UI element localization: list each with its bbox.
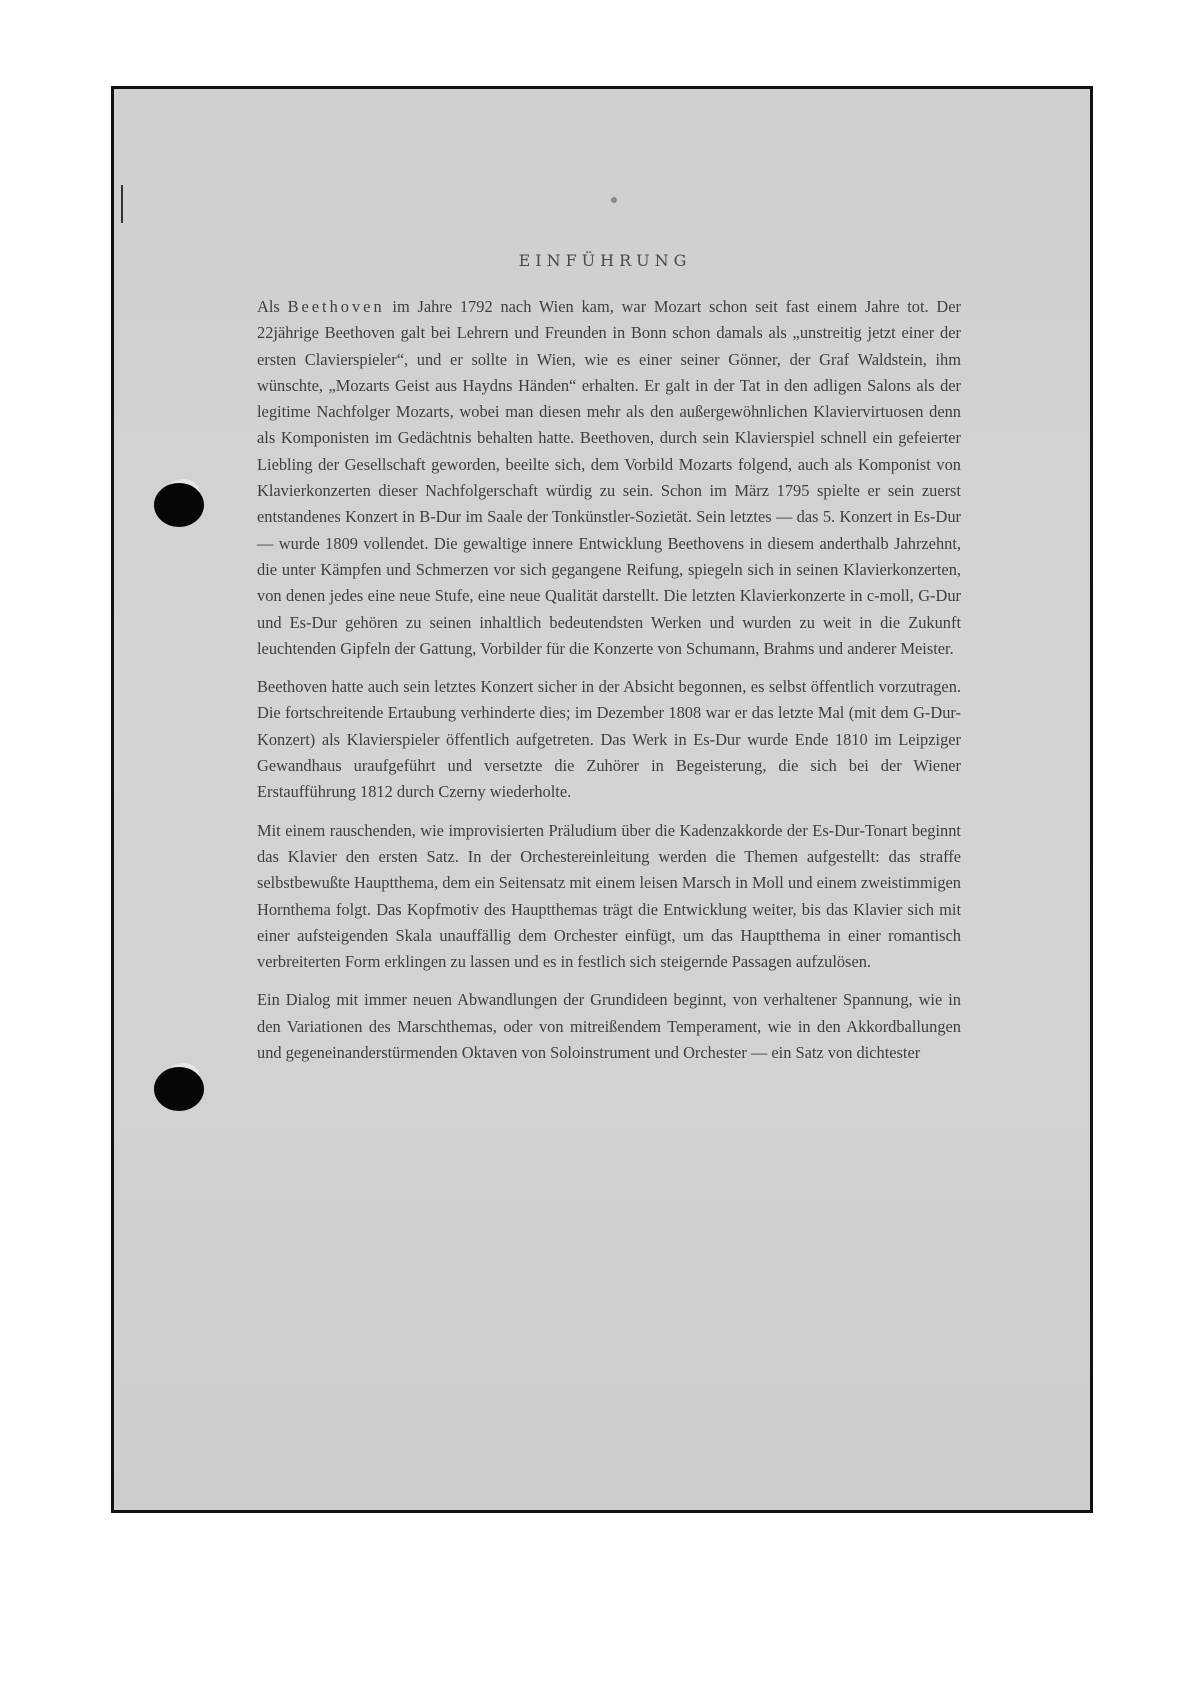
- edge-mark: [121, 185, 123, 223]
- paragraph-2: Beethoven hatte auch sein letztes Konzert sicher in der Absicht begonnen, es selbst öffentlich vorzutragen. Die fortschreitende Ertaubung verhinderte dies; im Dezember 1808 war er das letzte Mal (mit dem G-Dur-Konzert) als Klavierspieler öffentlich aufgetreten. Das Werk in Es-Dur wurde Ende 1810 im Leipziger Gewandhaus uraufgeführt und versetzte die Zuhörer in Begeisterung, die sich bei der Wiener Erstaufführung 1812 durch Czerny wiederholte.: [257, 677, 961, 802]
- paragraph-4: Ein Dialog mit immer neuen Abwandlungen der Grundideen beginnt, von verhaltener Spannung, wie in den Variationen des Marschthemas, oder von mitreißendem Temperament, wie in den Akkordballungen und gegeneinanderstürmenden Oktaven von Soloinstrument und Orchester — ein Satz von dichtester: [257, 990, 961, 1063]
- body-text: [257, 294, 961, 1078]
- scanned-page: [111, 86, 1093, 1513]
- paragraph-1-text: im Jahre 1792 nach Wien kam, war Mozart schon seit fast einem Jahre tot. Der 22jährige Beethoven galt bei Lehrern und Freunden in Bonn schon damals als „unstreitig jetzt einer der ersten Clavierspieler“, und er sollte in Wien, wie es einer seiner Gönner, der Graf Waldstein, ihm wünschte, „Mozarts Geist aus Haydns Händen“ erhalten. Er galt in der Tat in den adligen Salons als der legitime Nachfolger Mozarts, wobei man diesen mehr als den außergewöhnlichen Klaviervirtuosen denn als Komponisten im Gedächtnis behalten hatte. Beethoven, durch sein Klavierspiel schnell ein gefeierter Liebling der Gesellschaft geworden, beeilte sich, dem Vorbild Mozarts folgend, auch als Komponist von Klavierkonzerten dieser Nachfolgerschaft würdig zu sein. Schon im März 1795 spielte er sein zuerst entstandenes Konzert in B-Dur im Saale der Tonkünstler-Sozietät. Sein letztes — das 5. Konzert in Es-Dur — wurde 1809 vollendet. Die gewaltige innere Entwicklung Beethovens in diesem anderthalb Jahrzehnt, die unter Kämpfen und Schmerzen vor sich gegangene Reifung, spiegeln sich in seinen Klavierkonzerten, von denen jedes eine neue Stufe, eine neue Qualität darstellt. Die letzten Klavierkonzerte in c-moll, G-Dur und Es-Dur gehören zu seinen inhaltlich bedeutendsten Werken und wurden zu weit in die Zukunft leuchtenden Gipfeln der Gattung, Vorbilder für die Konzerte von Schumann, Brahms und anderer Meister.: [257, 297, 961, 658]
- page-heading: EINFÜHRUNG: [518, 251, 692, 270]
- paper-speck: [611, 197, 617, 203]
- spaced-name: Beethoven: [287, 297, 385, 316]
- paragraph-1: [257, 294, 961, 662]
- paragraph-3: Mit einem rauschenden, wie improvisierten Präludium über die Kadenzakkorde der Es-Dur-Tonart beginnt das Klavier den ersten Satz. In der Orchestereinleitung werden die Themen aufgestellt: das straffe selbstbewußte Hauptthema, dem ein Seitensatz mit einem leisen Marsch in Moll und einem zweistimmigen Hornthema folgt. Das Kopfmotiv des Hauptthemas trägt die Entwicklung weiter, bis das Klavier sich mit einer aufsteigenden Skala unauffällig dem Orchester einfügt, um das Hauptthema in einer romantisch verbreiterten Form erklingen zu lassen und es in festlich sich steigernde Passagen aufzulösen.: [257, 820, 961, 972]
- binder-hole-top: [154, 483, 204, 527]
- paragraph-1-lead: Als: [257, 297, 288, 316]
- binder-hole-bottom: [154, 1067, 204, 1111]
